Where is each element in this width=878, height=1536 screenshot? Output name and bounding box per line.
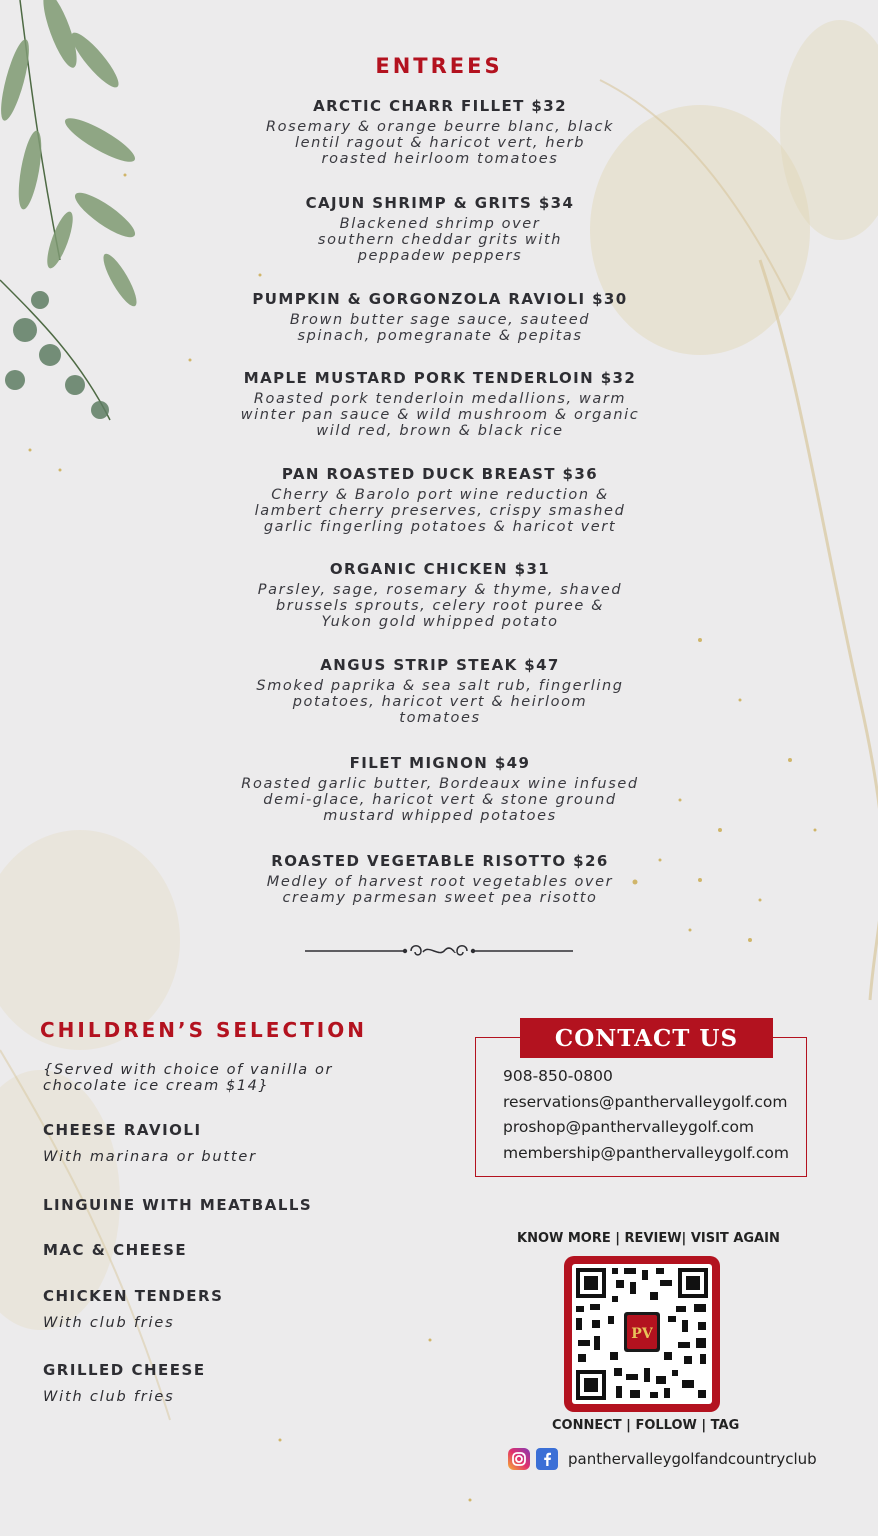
item-description: Smoked paprika & sea salt rub, fingerling potatoes, haricot vert & heirloom tomatoes: [256, 678, 624, 726]
item-description: Brown butter sage sauce, sauteed spinach, pomegranate & pepitas: [289, 312, 591, 344]
entrees-heading: ENTREES: [375, 54, 503, 78]
menu-item: [220, 97, 660, 167]
qr-caption-bottom: CONNECT | FOLLOW | TAG: [552, 1418, 740, 1433]
ornamental-divider: [305, 940, 573, 962]
children-item: [43, 1241, 187, 1259]
menu-item: [220, 465, 660, 535]
contact-details: [503, 1065, 789, 1167]
email-reservations[interactable]: reservations@panthervalleygolf.com: [503, 1092, 788, 1111]
item-description: With club fries: [43, 1389, 175, 1405]
children-note: {Served with choice of vanilla or chocolate ice cream $14}: [43, 1062, 334, 1094]
children-item: [43, 1361, 206, 1405]
item-name: PAN ROASTED DUCK BREAST $36: [281, 465, 599, 483]
item-name: GRILLED CHEESE: [43, 1361, 206, 1379]
children-item: [43, 1287, 223, 1331]
contact-heading: CONTACT US: [520, 1018, 773, 1058]
item-name: CHEESE RAVIOLI: [43, 1121, 202, 1139]
item-name: MAC & CHEESE: [43, 1241, 188, 1259]
item-name: FILET MIGNON $49: [349, 754, 531, 772]
item-name: MAPLE MUSTARD PORK TENDERLOIN $32: [243, 369, 637, 387]
item-name: ANGUS STRIP STEAK $47: [320, 656, 560, 674]
menu-item: [220, 194, 660, 264]
children-item: [43, 1196, 312, 1214]
item-description: Cherry & Barolo port wine reduction & lambert cherry preserves, crispy smashed garlic fingerling potatoes & haricot vert: [254, 487, 626, 535]
item-name: CAJUN SHRIMP & GRITS $34: [305, 194, 575, 212]
children-item: [43, 1121, 257, 1165]
menu-item: [220, 754, 660, 824]
menu-item: [220, 560, 660, 630]
item-description: With marinara or butter: [43, 1149, 257, 1165]
facebook-icon[interactable]: [536, 1448, 558, 1470]
item-description: With club fries: [43, 1315, 175, 1331]
phone-number[interactable]: 908-850-0800: [503, 1067, 613, 1085]
item-description: Rosemary & orange beurre blanc, black lentil ragout & haricot vert, herb roasted heirloom tomatoes: [265, 119, 615, 167]
menu-item: [220, 852, 660, 906]
item-description: Roasted pork tenderloin medallions, warm winter pan sauce & wild mushroom & organic wild red, brown & black rice: [240, 391, 640, 439]
item-description: Parsley, sage, rosemary & thyme, shaved brussels sprouts, celery root puree & Yukon gold whipped potato: [257, 582, 623, 630]
children-heading: CHILDREN’S SELECTION: [40, 1018, 367, 1042]
menu-item: [220, 369, 660, 439]
email-proshop[interactable]: proshop@panthervalleygolf.com: [503, 1118, 755, 1136]
item-name: PUMPKIN & GORGONZOLA RAVIOLI $30: [252, 290, 628, 308]
qr-code-pattern: [564, 1256, 720, 1412]
qr-caption-top: KNOW MORE | REVIEW| VISIT AGAIN: [517, 1231, 780, 1246]
item-description: Medley of harvest root vegetables over creamy parmesan sweet pea risotto: [266, 874, 614, 906]
instagram-icon[interactable]: [508, 1448, 530, 1470]
email-membership[interactable]: membership@panthervalleygolf.com: [503, 1143, 789, 1162]
qr-code[interactable]: [564, 1256, 720, 1412]
item-name: LINGUINE WITH MEATBALLS: [43, 1196, 313, 1214]
item-name: CHICKEN TENDERS: [43, 1287, 224, 1305]
menu-item: [220, 290, 660, 344]
item-description: Roasted garlic butter, Bordeaux wine infused demi-glace, haricot vert & stone ground mustard whipped potatoes: [241, 776, 639, 824]
social-handle[interactable]: panthervalleygolfandcountryclub: [568, 1450, 817, 1468]
social-row: [508, 1448, 817, 1470]
item-name: ORGANIC CHICKEN $31: [329, 560, 551, 578]
item-description: Blackened shrimp over southern cheddar grits with peppadew peppers: [317, 216, 563, 264]
menu-item: [220, 656, 660, 726]
item-name: ARCTIC CHARR FILLET $32: [313, 97, 567, 115]
item-name: ROASTED VEGETABLE RISOTTO $26: [271, 852, 609, 870]
logo-text: PV: [631, 1326, 653, 1342]
